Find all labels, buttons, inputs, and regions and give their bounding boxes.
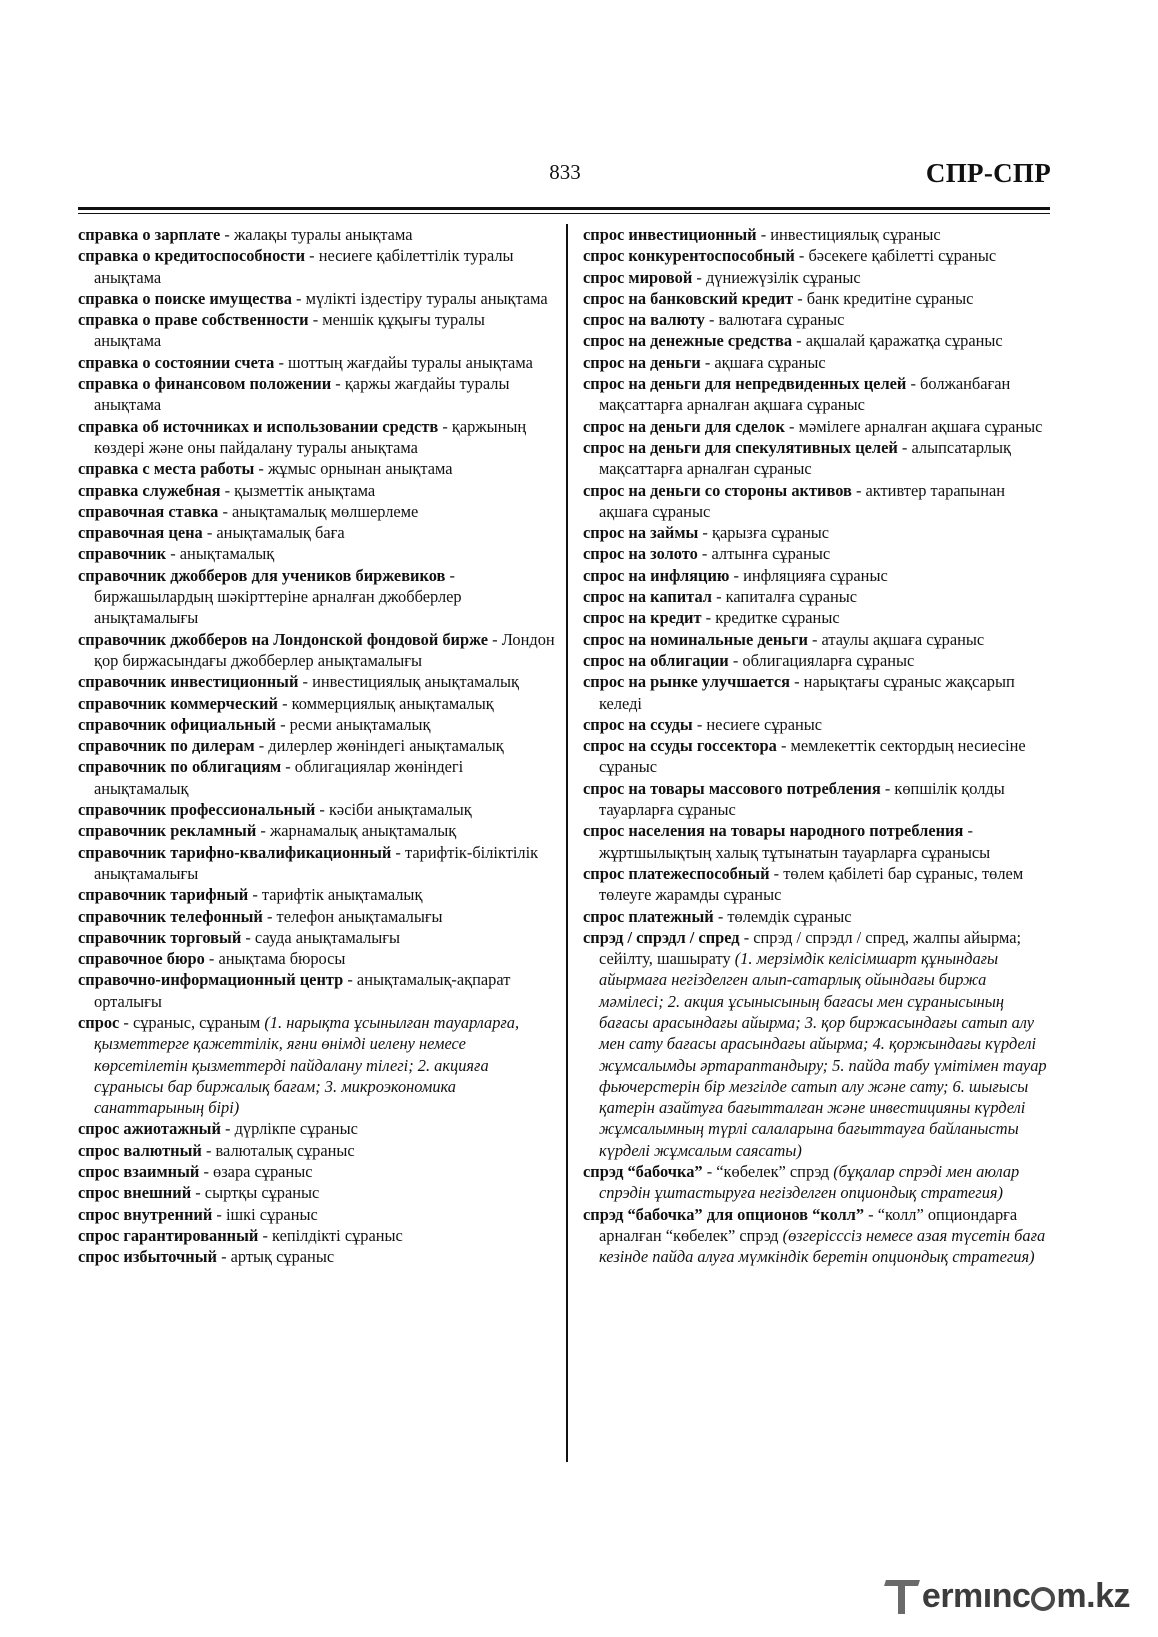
entry-definition: - “колл” опциондарға арналған “көбелек” спрэд [599,1204,1018,1245]
entry-definition: - инфляцияға сұраныс [729,565,888,585]
dictionary-entry [583,778,1053,821]
t-logo-icon [885,1576,921,1616]
dictionary-entry [78,309,556,352]
entry-definition: - кәсіби анықтамалық [315,800,472,820]
dictionary-entry [583,863,1053,906]
entry-term: справка о поиске имущества [78,288,292,308]
entry-definition: - мемлекеттік сектордың несиесіне сұраныс [599,736,1026,777]
dictionary-entry [583,607,1053,628]
dictionary-entry [78,906,556,927]
dictionary-entry [78,1161,556,1182]
entry-term: справка о праве собственности [78,310,309,330]
entry-term: спрос на номинальные деньги [583,629,808,649]
entry-term: справочно-информационный центр [78,970,344,990]
entry-definition: - ресми анықтамалық [275,714,431,734]
dictionary-entry [78,693,556,714]
dictionary-entry [583,373,1053,416]
dictionary-entry [78,671,556,692]
entry-term: спрос на кредит [583,608,702,628]
dictionary-entry [78,735,556,756]
entry-definition: - “көбелек” спрэд [702,1162,834,1182]
entry-term: спрос [78,1012,120,1032]
entry-term: справочник тарифно-квалификационный [78,842,392,862]
dictionary-entry [583,671,1053,714]
entry-term: справочник торговый [78,927,242,947]
entry-definition: - шоттың жағдайы туралы анықтама [274,352,533,372]
dictionary-entry [78,480,556,501]
dictionary-entry [583,1161,1053,1204]
entry-definition: - тарифтік-біліктілік анықтамалығы [94,842,539,883]
entry-definition: - анықтамалық-ақпарат орталығы [94,970,511,1011]
entry-definition: - артық сұраныс [216,1247,335,1267]
entry-term: спрос гарантированный [78,1225,259,1245]
entry-term: справочник [78,544,167,564]
entry-definition: - анықтама бюросы [204,949,346,969]
dictionary-entry [78,820,556,841]
entry-term: спрос на инфляцию [583,565,730,585]
dictionary-entry [78,1204,556,1225]
entry-definition: - телефон анықтамалығы [262,906,443,926]
entry-definition: - анықтамалық баға [202,523,345,543]
entry-definition: - облигацияларға сұраныс [728,650,915,670]
dictionary-entry [78,948,556,969]
entry-term: спрос платежный [583,906,714,926]
dictionary-entry [583,565,1053,586]
entry-definition: - кепілдікті сұраныс [258,1225,403,1245]
dictionary-entry [78,969,556,1012]
o-ring-icon [1031,1587,1055,1611]
entry-term: справочник тарифный [78,885,249,905]
entry-definition: - дүрлікпе сұраныс [220,1119,358,1139]
dictionary-entry [78,799,556,820]
entry-term: спрос на валюту [583,310,705,330]
running-head: СПР-СПР [925,158,1051,188]
dictionary-entry [583,906,1053,927]
dictionary-entry [583,820,1053,863]
entry-definition: - ақшалай қаражатқа сұраныс [792,331,1003,351]
dictionary-entry [78,522,556,543]
entry-definition: - банк кредитіне сұраныс [793,288,974,308]
entry-definition: - валюталық сұраныс [201,1140,355,1160]
entry-definition: - атаулы ақшаға сұраныс [807,629,985,649]
entry-definition: - алтынға сұраныс [697,544,831,564]
entry-definition: - коммерциялық анықтамалық [277,693,494,713]
entry-definition: - нарықтағы сұраныс жақсарып келеді [599,672,1015,713]
entry-term: спрос избыточный [78,1247,217,1267]
entry-term: спрос мировой [583,267,693,287]
entry-note: (1. нарықта ұсынылған тауарларға, қызметтерге қажеттілік, яғни өнімді иелену немесе көрсетілетін қызметтерді пайдалану тілегі; 2. акцияға сұранысы бар биржалық бағам; 3. микроэкономика санаттарының бірі) [94,1012,520,1118]
dictionary-entry [583,416,1053,437]
entry-term: спрос взаимный [78,1162,200,1182]
entry-term: справочное бюро [78,949,205,969]
dictionary-entry [583,330,1053,351]
entry-term: спрос платежеспособный [583,863,770,883]
entry-definition: - жұртшылықтың халық тұтынатын тауарларға сұранысы [599,821,991,862]
entry-term: справка об источниках и использовании средств [78,416,439,436]
entry-term: справка с места работы [78,459,255,479]
entry-term: спрос на деньги для непредвиденных целей [583,374,907,394]
entry-term: спрос на ссуды [583,714,693,734]
entry-term: справочник джобберов для учеников биржевиков [78,565,446,585]
entry-definition: - жұмыс орнынан анықтама [254,459,453,479]
entry-definition: - жалақы туралы анықтама [220,225,413,244]
entry-definition: - мәмілеге арналған ақшаға сұраныс [784,416,1043,436]
entry-term: спрос инвестиционный [583,225,757,244]
entry-definition: - қаржының көздері және оны пайдалану туралы анықтама [94,416,527,457]
header-rule-thick [78,207,1050,210]
entry-definition: - болжанбаған мақсаттарға арналған ақшаға сұраныс [599,374,1011,415]
dictionary-entry [78,373,556,416]
entry-term: спрос на деньги [583,352,701,372]
dictionary-entry [78,245,556,288]
right-column [583,224,1053,1268]
dictionary-entry [583,224,1053,245]
entry-definition: - меншік құқығы туралы анықтама [94,310,485,351]
entry-term: спрос на ссуды госсектора [583,736,777,756]
entry-term: справочник официальный [78,714,276,734]
entry-term: спрос на рынке улучшается [583,672,791,692]
entry-term: справочник рекламный [78,821,257,841]
dictionary-entry [583,735,1053,778]
terminсom-watermark [885,1573,1130,1619]
column-divider [566,224,568,1462]
entry-term: справочник телефонный [78,906,263,926]
entry-definition: - инвестициялық анықтамалық [298,672,519,692]
entry-definition: - қызметтік анықтама [220,480,376,500]
entry-definition: - несиеге сұраныс [692,714,823,734]
entry-term: спрэд / спрэдл / спред [583,927,740,947]
dictionary-entry [78,224,556,245]
entry-definition: - төлемдік сұраныс [713,906,852,926]
entry-definition: - Лондон қор биржасындағы джобберлер анықтамалығы [94,629,555,670]
entry-note: (өзгерісссіз немесе азая түсетін баға кезінде пайда алуға мүмкіндік беретін опциондық стратегия) [599,1225,1046,1267]
entry-term: справочник профессиональный [78,800,316,820]
dictionary-entry [78,927,556,948]
entry-term: справка о зарплате [78,225,221,244]
entry-definition: - мүлікті іздестіру туралы анықтама [291,288,548,308]
entry-term: спрос на деньги для спекулятивных целей [583,437,898,457]
dictionary-entry [583,586,1053,607]
dictionary-entry [78,416,556,459]
dictionary-entry [583,352,1053,373]
dictionary-entry [78,1225,556,1246]
entry-definition: - алыпсатарлық мақсаттарға арналған сұраныс [599,437,1011,479]
entry-definition: - дилерлер жөніндегі анықтамалық [254,736,504,756]
entry-definition: - бәсекеге қабілетті сұраныс [794,246,997,266]
dictionary-entry [78,1140,556,1161]
entry-term: спрос на золото [583,544,698,564]
entry-term: спрос конкурентоспособный [583,246,795,266]
entry-term: спрос на деньги со стороны активов [583,480,852,500]
entry-term: спрос на денежные средства [583,331,793,351]
entry-term: справочник по дилерам [78,736,255,756]
dictionary-entry [78,501,556,522]
entry-definition: - облигациялар жөніндегі анықтамалық [94,757,464,798]
page-number: 833 [549,160,581,184]
entry-term: спрос населения на товары народного потребления [583,821,964,841]
dictionary-entry [583,629,1053,650]
entry-definition: - қаржы жағдайы туралы анықтама [94,374,510,415]
entry-definition: - спрэд / спрэдл / спред, жалпы айырма; сейілту, шашырату [599,927,1022,969]
dictionary-entry [583,288,1053,309]
entry-term: справочник инвестиционный [78,672,299,692]
entry-definition: - тарифтік анықтамалық [248,885,423,905]
entry-definition: - анықтамалық мөлшерлеме [218,501,419,521]
entry-definition: - ішкі сұраныс [212,1204,318,1224]
entry-term: спрос на капитал [583,587,712,607]
entry-term: справочник коммерческий [78,693,278,713]
entry-term: справка служебная [78,480,221,500]
dictionary-entry [78,288,556,309]
dictionary-entry [78,629,556,672]
entry-term: спрос валютный [78,1140,202,1160]
entry-definition: - төлем қабілеті бар сұраныс, төлем төлеуге жарамды сұраныс [599,863,1024,905]
entry-term: справочник по облигациям [78,757,282,777]
entry-term: спрэд “бабочка” для опционов “колл” [583,1204,865,1224]
dictionary-entry [583,543,1053,564]
dictionary-entry [78,352,556,373]
entry-term: справка о финансовом положении [78,374,332,394]
entry-term: справочник джобберов на Лондонской фондовой бирже [78,629,489,649]
dictionary-entry [583,714,1053,735]
entry-definition: - сұраныс, сұраным [119,1012,265,1032]
dictionary-entry [78,1118,556,1139]
entry-definition: - кредитке сұраныс [701,608,840,628]
entry-term: справка о состоянии счета [78,352,275,372]
dictionary-entry [78,543,556,564]
dictionary-entry [78,756,556,799]
watermark-text-1: ermınc [921,1576,1031,1615]
dictionary-entry [78,565,556,629]
entry-definition: - инвестициялық сұраныс [756,225,941,244]
dictionary-entry [583,267,1053,288]
dictionary-entry [78,1012,556,1118]
entry-definition: - валютаға сұраныс [704,310,845,330]
entry-definition: - дүниежүзілік сұраныс [692,267,861,287]
entry-term: справка о кредитоспособности [78,246,306,266]
entry-definition: - сыртқы сұраныс [191,1183,320,1203]
dictionary-entry [78,714,556,735]
entry-definition: - биржашылардың шәкірттеріне арналған джобберлер анықтамалығы [94,565,462,628]
left-column [78,224,556,1268]
entry-definition: - жарнамалық анықтамалық [256,821,457,841]
watermark-text-2: m.kz [1056,1576,1130,1615]
entry-definition: - қарызға сұраныс [698,523,829,543]
entry-term: спрэд “бабочка” [583,1162,703,1182]
entry-term: спрос внешний [78,1183,192,1203]
entry-term: спрос на деньги для сделок [583,416,785,436]
dictionary-entry [583,1204,1053,1268]
entry-definition: - көпшілік қолды тауарларға сұраныс [599,778,1005,820]
dictionary-entry [78,1246,556,1267]
entry-term: справочная ставка [78,501,219,521]
dictionary-entry [583,437,1053,480]
entry-definition: - сауда анықтамалығы [241,927,400,947]
entry-term: спрос на облигации [583,650,729,670]
entry-term: спрос на товары массового потребления [583,778,881,798]
header-rule-thin [78,213,1050,214]
entry-definition: - капиталға сұраныс [712,587,858,607]
entry-definition: - несиеге қабілеттілік туралы анықтама [94,246,514,287]
entry-term: справочная цена [78,523,203,543]
entry-term: спрос ажиотажный [78,1119,221,1139]
dictionary-entry [583,522,1053,543]
entry-term: спрос на займы [583,523,699,543]
dictionary-entry [583,927,1053,1161]
entry-term: спрос внутренний [78,1204,213,1224]
entry-definition: - активтер тарапынан ақшаға сұраныс [599,480,1006,521]
dictionary-entry [583,650,1053,671]
dictionary-entry [583,309,1053,330]
entry-note: (бұқалар спрэді мен аюлар спрэдін ұштастыруға негізделген опциондық стратегия) [599,1162,1020,1203]
dictionary-entry [583,480,1053,523]
entry-definition: - өзара сұраныс [199,1162,313,1182]
dictionary-entry [78,458,556,479]
entry-note: (1. мерзімдік келісімшарт құнындағы айырмаға негізделген алып-сатарлық ойындағы биржа мәмілесі; 2. акция ұсынысының бағасы мен сұранысының бағасы арасындағы айырма; 3. қор биржасындағы сатып алу мен сату бағасы арасындағы айырма; 4. қоржындағы күрделі жұмсалымды әртараптандыру; 5. пайда табу үмітімен тауар фьючерстерін бір мезгілде сатып алу және сату; 6. шығысы қатерін азайтуға бағытталған және инвестицияны күрделі жұмсалымның түрлі салаларына бағыттауға байланысты күрделі жұмсалым саясаты) [599,949,1047,1160]
entry-definition: - ақшаға сұраныс [700,352,826,372]
dictionary-entry [78,1182,556,1203]
entry-definition: - анықтамалық [166,544,275,564]
dictionary-entry [78,842,556,885]
entry-term: спрос на банковский кредит [583,288,794,308]
dictionary-entry [583,245,1053,266]
dictionary-entry [78,884,556,905]
